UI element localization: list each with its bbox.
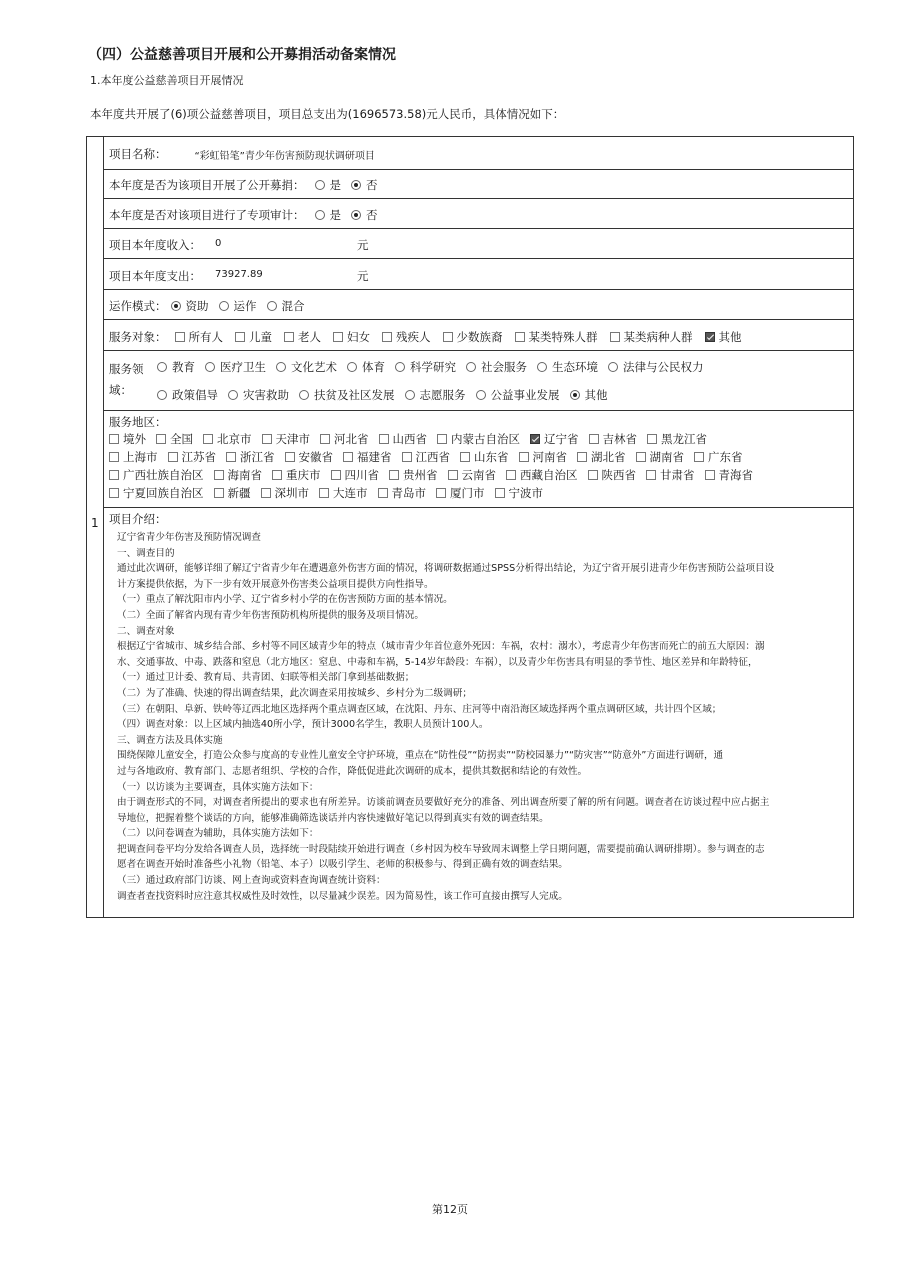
region-option: 四川省 (344, 468, 379, 482)
region-checkbox[interactable] (436, 488, 446, 498)
audience-option: 其他 (718, 330, 742, 344)
intro-line: 通过此次调研，能够详细了解辽宁省青少年在遭遇意外伤害方面的情况，将调研数据通过SPSS分析得出结论，为辽宁省开展引进青少年伤害预防公益项目设 (117, 563, 775, 575)
region-checkbox[interactable] (109, 434, 119, 444)
audience-checkbox[interactable] (610, 332, 620, 342)
expense-row (103, 259, 853, 290)
region-checkbox[interactable] (226, 452, 236, 462)
region-option: 境外 (123, 432, 146, 446)
audit-yes-radio[interactable] (315, 210, 325, 220)
fundraising-question: 本年度是否为该项目开展了公开募捐： (109, 178, 305, 192)
region-checkbox[interactable] (319, 488, 329, 498)
field-radio[interactable] (157, 390, 167, 400)
region-line-4 (109, 485, 553, 501)
region-checkbox[interactable] (320, 434, 330, 444)
field-radio[interactable] (228, 390, 238, 400)
mode-grant-radio[interactable] (171, 301, 181, 311)
field-option: 生态环境 (552, 360, 598, 374)
field-radio[interactable] (395, 362, 405, 372)
region-checkbox[interactable] (705, 470, 715, 480)
region-checkbox[interactable] (272, 470, 282, 480)
row-number-column (87, 137, 104, 917)
field-option: 法律与公民权力 (623, 360, 704, 374)
expense-label: 项目本年度支出： (109, 269, 201, 283)
field-option: 灾害救助 (243, 388, 289, 402)
intro-line: 把调查问卷平均分发给各调查人员，选择统一时段陆续开始进行调查（乡村因为校车导致周末调整上学日期问题，需要提前确认调研排期）。参与调查的志 (117, 843, 765, 855)
fundraising-no-radio[interactable] (351, 180, 361, 190)
intro-label: 项目介绍： (109, 512, 167, 526)
field-radio[interactable] (205, 362, 215, 372)
region-checkbox[interactable] (694, 452, 704, 462)
row-number: 1 (91, 516, 99, 530)
intro-line: （四）调查对象：以上区域内抽选40所小学，预计3000名学生，教职人员预计100人。 (117, 719, 489, 731)
intro-line: 由于调查形式的不同，对调查者所提出的要求也有所差异。访谈前调查员要做好充分的准备、列出调查所要了解的所有问题。调查者在访谈过程中应占据主 (117, 797, 770, 809)
field-radio[interactable] (537, 362, 547, 372)
field-radio[interactable] (347, 362, 357, 372)
intro-line: （二）以问卷调查为辅助，具体实施方法如下： (117, 828, 319, 840)
audit-question: 本年度是否对该项目进行了专项审计： (109, 208, 305, 222)
mode-operate-label: 运作 (233, 299, 257, 313)
intro-line: （一）重点了解沈阳市内小学、辽宁省乡村小学的在伤害预防方面的基本情况。 (117, 594, 453, 606)
intro-row (103, 508, 853, 919)
region-checkbox[interactable] (577, 452, 587, 462)
region-option: 宁夏回族自治区 (123, 486, 204, 500)
field-label-1: 服务领 (109, 362, 144, 376)
region-option: 厦门市 (450, 486, 485, 500)
region-option: 海南省 (227, 468, 262, 482)
subsection-heading: 1.本年度公益慈善项目开展情况 (90, 74, 244, 87)
region-option: 广西壮族自治区 (123, 468, 204, 482)
field-option: 其他 (584, 388, 608, 402)
summary-line (90, 106, 564, 122)
field-option: 政策倡导 (172, 388, 218, 402)
project-name-row (103, 137, 853, 170)
region-checkbox[interactable] (519, 452, 529, 462)
region-checkbox[interactable] (203, 434, 213, 444)
region-checkbox[interactable] (343, 452, 353, 462)
project-count: (6) (170, 107, 187, 121)
audience-checkbox[interactable] (382, 332, 392, 342)
region-option: 云南省 (461, 468, 496, 482)
region-checkbox[interactable] (437, 434, 447, 444)
region-option: 西藏自治区 (520, 468, 578, 482)
region-checkbox[interactable] (379, 434, 389, 444)
region-checkbox-checked[interactable] (530, 434, 540, 444)
intro-line: 辽宁省青少年伤害及预防情况调查 (117, 532, 261, 543)
audience-row (103, 320, 853, 351)
fundraising-yes-label: 是 (329, 178, 341, 192)
region-option: 宁波市 (508, 486, 543, 500)
region-line-1 (109, 431, 717, 447)
audience-checkbox[interactable] (284, 332, 294, 342)
summary-suffix: 元人民币，具体情况如下： (426, 107, 565, 121)
field-row (103, 351, 853, 411)
field-option: 社会服务 (481, 360, 527, 374)
region-row (103, 411, 853, 508)
field-radio[interactable] (466, 362, 476, 372)
audience-checkbox-checked[interactable] (705, 332, 715, 342)
field-option: 文化艺术 (291, 360, 337, 374)
region-checkbox[interactable] (460, 452, 470, 462)
intro-line: 过与各地政府、教育部门、志愿者组织、学校的合作，降低促进此次调研的成本，提供其数据和结论的有效性。 (117, 765, 588, 777)
region-checkbox[interactable] (589, 434, 599, 444)
region-checkbox[interactable] (588, 470, 598, 480)
region-checkbox[interactable] (168, 452, 178, 462)
audience-option: 少数族裔 (456, 330, 503, 344)
region-option: 安徽省 (298, 450, 333, 464)
field-radio[interactable] (299, 390, 309, 400)
region-checkbox[interactable] (109, 470, 119, 480)
income-row (103, 229, 853, 259)
region-option: 河北省 (334, 432, 369, 446)
project-form (86, 136, 854, 918)
audience-checkbox[interactable] (175, 332, 185, 342)
intro-line: （三）在朝阳、阜新、铁岭等辽西北地区选择两个重点调查区域，在沈阳、丹东、庄河等中南沿海区域选择两个重点调研区域，共计四个区域； (117, 703, 722, 715)
fundraising-row (103, 170, 853, 199)
summary-middle: 项公益慈善项目，项目总支出为 (186, 107, 348, 121)
mode-operate-radio[interactable] (219, 301, 229, 311)
region-option: 江西省 (415, 450, 450, 464)
region-checkbox[interactable] (285, 452, 295, 462)
project-name: “彩虹铅笔”青少年伤害预防现状调研项目 (194, 150, 375, 162)
region-checkbox[interactable] (495, 488, 505, 498)
audience-checkbox[interactable] (443, 332, 453, 342)
mode-mixed-radio[interactable] (267, 301, 277, 311)
audience-checkbox[interactable] (515, 332, 525, 342)
region-checkbox[interactable] (389, 470, 399, 480)
intro-line: （一）以访谈为主要调查，具体实施方法如下： (117, 781, 319, 793)
region-checkbox[interactable] (378, 488, 388, 498)
field-option: 志愿服务 (419, 388, 466, 402)
page-number: 第12页 (432, 1203, 468, 1216)
region-option: 上海市 (123, 450, 158, 464)
intro-line: 计方案提供依据，为下一步有效开展意外伤害类公益项目提供方向性指导。 (117, 578, 434, 590)
summary-prefix: 本年度共开展了 (90, 107, 171, 121)
region-checkbox[interactable] (402, 452, 412, 462)
region-option: 湖南省 (649, 450, 684, 464)
region-checkbox[interactable] (262, 434, 272, 444)
region-option: 内蒙古自治区 (451, 432, 520, 446)
region-checkbox[interactable] (331, 470, 341, 480)
intro-line: 根据辽宁省城市、城乡结合部、乡村等不同区域青少年的特点（城市青少年首位意外死因：车祸，农村：溺水），考虑青少年伤害而死亡的前五大原因：溺 (117, 641, 765, 653)
region-option: 江苏省 (181, 450, 216, 464)
region-option: 辽宁省 (544, 432, 579, 446)
region-line-3 (109, 467, 763, 483)
mode-grant-label: 资助 (185, 299, 209, 313)
region-option: 浙江省 (240, 450, 275, 464)
audience-option: 所有人 (188, 330, 223, 344)
audit-no-label: 否 (366, 208, 378, 222)
region-label: 服务地区： (109, 415, 167, 429)
field-option: 公益事业发展 (490, 388, 560, 402)
audience-option: 妇女 (347, 330, 370, 344)
audience-checkbox[interactable] (235, 332, 245, 342)
region-option: 青海省 (718, 468, 753, 482)
field-radio-selected[interactable] (570, 390, 580, 400)
project-name-label: 项目名称： (109, 147, 167, 161)
intro-line: （二）全面了解省内现有青少年伤害预防机构所提供的服务及项目情况。 (117, 609, 424, 621)
total-expense: (1696573.58) (347, 107, 427, 121)
intro-line: （二）为了准确、快速的得出调查结果，此次调查采用按城乡、乡村分为二级调研； (117, 687, 472, 699)
income-value: 0 (215, 238, 222, 249)
audit-no-radio[interactable] (351, 210, 361, 220)
region-option: 深圳市 (274, 486, 309, 500)
region-checkbox[interactable] (636, 452, 646, 462)
region-option: 新疆 (227, 486, 251, 500)
fundraising-no-label: 否 (366, 178, 378, 192)
intro-content (117, 530, 839, 904)
intro-line: 二、调查对象 (117, 625, 175, 637)
field-radio[interactable] (476, 390, 486, 400)
field-label-2: 域： (109, 383, 132, 397)
intro-line: （一）通过卫计委、教育局、共青团、妇联等相关部门拿到基础数据； (117, 672, 415, 684)
audit-row (103, 199, 853, 229)
region-option: 全国 (170, 432, 193, 446)
intro-line: 导地位，把握着整个谈话的方向，能够准确筛选谈话并内容快速做好笔记以得到真实有效的调查结果。 (117, 812, 549, 824)
field-option: 体育 (362, 360, 385, 374)
mode-row (103, 290, 853, 320)
field-option: 科学研究 (410, 360, 456, 374)
audience-option: 儿童 (249, 330, 272, 344)
income-currency: 元 (357, 238, 369, 252)
field-radio[interactable] (405, 390, 415, 400)
region-option: 重庆市 (286, 468, 321, 482)
field-option: 教育 (172, 360, 195, 374)
expense-value: 73927.89 (215, 269, 263, 280)
audience-option: 残疾人 (396, 330, 431, 344)
intro-line: （三）通过政府部门访谈、网上查询或资料查询调查统计资料： (117, 875, 386, 887)
region-checkbox[interactable] (261, 488, 271, 498)
region-option: 山东省 (474, 450, 509, 464)
region-checkbox[interactable] (214, 488, 224, 498)
region-option: 北京市 (217, 432, 252, 446)
audience-checkbox[interactable] (333, 332, 343, 342)
region-option: 黑龙江省 (661, 432, 707, 446)
intro-line: 三、调查方法及具体实施 (117, 734, 223, 746)
region-option: 山西省 (392, 432, 427, 446)
section-heading: （四）公益慈善项目开展和公开募捐活动备案情况 (88, 47, 396, 63)
intro-line: 一、调查目的 (117, 547, 175, 559)
field-line-2 (147, 387, 608, 403)
intro-line: 调查者查找资料时应注意其权威性及时效性，以尽量减少误差。因为简易性，该工作可直接由撰写人完成。 (117, 890, 568, 902)
fundraising-yes-radio[interactable] (315, 180, 325, 190)
region-checkbox[interactable] (214, 470, 224, 480)
mode-mixed-label: 混合 (281, 299, 305, 313)
region-checkbox[interactable] (156, 434, 166, 444)
field-radio[interactable] (608, 362, 618, 372)
audit-yes-label: 是 (329, 208, 341, 222)
expense-currency: 元 (357, 269, 369, 283)
mode-label: 运作模式： (109, 299, 167, 313)
region-checkbox[interactable] (506, 470, 516, 480)
audience-option: 某类病种人群 (623, 330, 693, 344)
region-option: 河南省 (532, 450, 567, 464)
region-option: 青岛市 (391, 486, 426, 500)
field-radio[interactable] (157, 362, 167, 372)
intro-line: 围绕保障儿童安全，打造公众参与度高的专业性儿童安全守护环境，重点在“防性侵”“防拐卖”“防校园暴力”“防灾害”“防意外”方面进行调研，通 (117, 750, 724, 762)
region-checkbox[interactable] (448, 470, 458, 480)
region-line-2 (109, 449, 753, 465)
field-line-1 (147, 359, 704, 375)
audience-label: 服务对象： (109, 330, 167, 344)
region-option: 陕西省 (601, 468, 636, 482)
region-option: 天津市 (275, 432, 310, 446)
region-option: 甘肃省 (660, 468, 695, 482)
region-option: 贵州省 (403, 468, 438, 482)
region-option: 吉林省 (602, 432, 637, 446)
region-checkbox[interactable] (109, 488, 119, 498)
region-option: 湖北省 (591, 450, 626, 464)
region-checkbox[interactable] (647, 434, 657, 444)
field-radio[interactable] (276, 362, 286, 372)
field-option: 扶贫及社区发展 (314, 388, 395, 402)
region-checkbox[interactable] (109, 452, 119, 462)
intro-line: 愿者在调查开始时准备些小礼物（铅笔、本子）以吸引学生、老师的积极参与、得到正确有效的调查结果。 (117, 859, 568, 871)
field-option: 医疗卫生 (220, 360, 266, 374)
region-option: 大连市 (333, 486, 368, 500)
intro-line: 水、交通事故、中毒、跌落和窒息（北方地区：窒息、中毒和车祸，5-14岁年龄段：车祸），以及青少年伤害具有明显的季节性、地区差异和年龄特征， (117, 656, 758, 668)
income-label: 项目本年度收入： (109, 238, 201, 252)
region-option: 福建省 (357, 450, 392, 464)
region-option: 广东省 (708, 450, 743, 464)
audience-option: 老人 (298, 330, 321, 344)
region-checkbox[interactable] (646, 470, 656, 480)
audience-option: 某类特殊人群 (528, 330, 598, 344)
